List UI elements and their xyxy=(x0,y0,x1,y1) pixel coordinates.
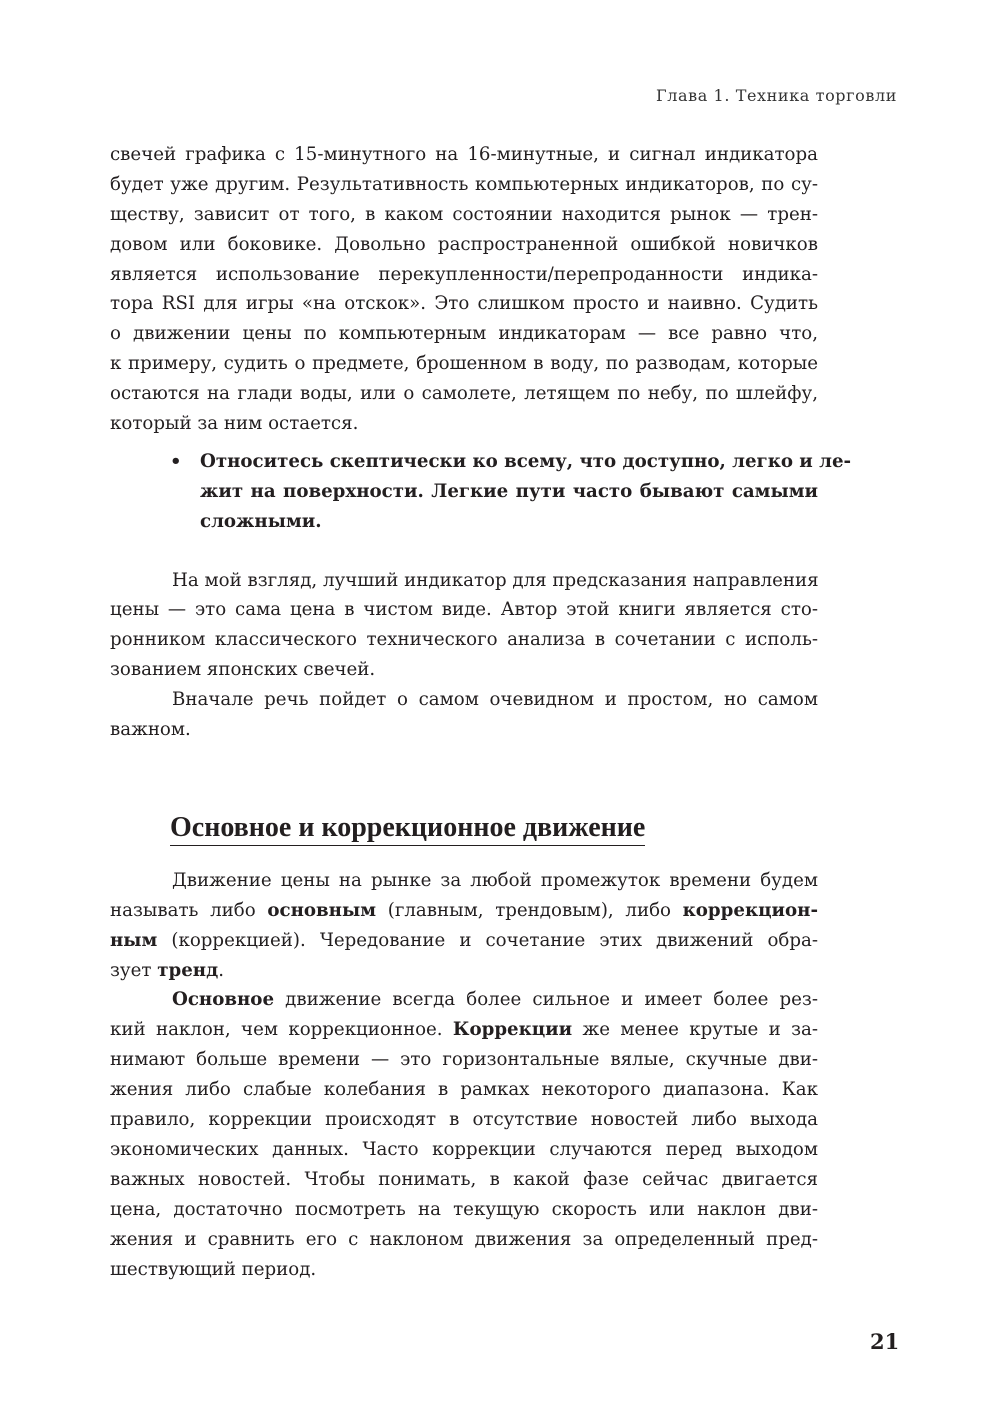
running-head: Глава 1. Техника торговли xyxy=(656,86,897,105)
text-run: экономических данных. Часто коррекции случаются перед выходом xyxy=(110,1138,818,1160)
text-run: жит на поверхности. Легкие пути часто бывают самыми xyxy=(200,480,818,502)
text-line xyxy=(110,200,818,230)
text-line xyxy=(110,866,818,896)
text-line xyxy=(110,985,818,1015)
text-line xyxy=(110,170,818,200)
paragraph xyxy=(110,866,818,986)
text-run: тора RSI для игры «на отскок». Это слишком просто и наивно. Судить xyxy=(110,293,818,315)
text-line xyxy=(200,477,818,507)
text-run: правило, коррекции происходят в отсутствие новостей либо выхода xyxy=(110,1109,818,1131)
text-line xyxy=(110,260,818,290)
text-run: шествующий период. xyxy=(110,1258,317,1280)
text-run: зует xyxy=(110,959,158,981)
text-run: нимают больше времени — это горизонтальные вялые, скучные дви- xyxy=(110,1049,818,1071)
text-run: называть либо xyxy=(110,899,268,921)
text-line xyxy=(110,685,818,715)
text-run: Относитесь скептически ко всему, что доступно, легко и ле- xyxy=(200,450,852,472)
text-line xyxy=(110,1165,818,1195)
text-line xyxy=(110,566,818,596)
text-line xyxy=(200,507,818,537)
text-line xyxy=(110,1075,818,1105)
bold-term: Основное xyxy=(172,989,275,1011)
text-run: является использование перекупленности/перепроданности индика- xyxy=(110,263,818,285)
bold-term: основным xyxy=(267,899,377,921)
text-line xyxy=(110,655,818,685)
text-line xyxy=(110,140,818,170)
text-run: кий наклон, чем коррекционное. xyxy=(110,1019,453,1041)
text-run: движение всегда более сильное и имеет более рез- xyxy=(274,989,818,1011)
text-line xyxy=(110,1255,818,1285)
text-line xyxy=(110,625,818,655)
text-line xyxy=(110,349,818,379)
bold-term: Коррекции xyxy=(452,1019,573,1041)
text-line xyxy=(110,1225,818,1255)
text-line xyxy=(110,1015,818,1045)
text-run: будет уже другим. Результативность компьютерных индикаторов, по су- xyxy=(110,173,818,195)
text-line xyxy=(110,1135,818,1165)
text-run: жения либо слабые колебания в рамках некоторого диапазона. Как xyxy=(110,1079,818,1101)
text-run: к примеру, судить о предмете, брошенном в воду, по разводам, которые xyxy=(110,353,818,375)
text-run: довом или боковике. Довольно распространенной ошибкой новичков xyxy=(110,233,818,255)
text-run: ществу, зависит от того, в каком состоянии находится рынок — трен- xyxy=(110,203,818,225)
text-run: На мой взгляд, лучший индикатор для предсказания направления xyxy=(172,569,819,591)
text-line xyxy=(110,1195,818,1225)
paragraph xyxy=(110,566,818,686)
text-line xyxy=(110,896,818,926)
text-run: остаются на глади воды, или о самолете, летящем по небу, по шлейфу, xyxy=(110,383,818,405)
text-run: о движении цены по компьютерным индикаторам — все равно что, xyxy=(110,323,818,345)
bold-term: тренд xyxy=(157,959,219,981)
page-body xyxy=(110,140,852,1284)
section-heading: Основное и коррекционное движение xyxy=(170,813,645,846)
text-run: важном. xyxy=(110,719,191,741)
text-run: свечей графика с 15-минутного на 16-минутные, и сигнал индикатора xyxy=(110,144,818,165)
text-line xyxy=(110,926,818,956)
text-run: зованием японских свечей. xyxy=(110,659,376,681)
text-run: Движение цены на рынке за любой промежуток времени будем xyxy=(172,869,818,891)
bold-term: ным xyxy=(110,929,158,951)
text-line xyxy=(110,1045,818,1075)
text-line xyxy=(110,379,818,409)
text-run: сложными. xyxy=(200,510,322,532)
text-run: (коррекцией). Чередование и сочетание этих движений обра- xyxy=(157,929,818,951)
text-run: . xyxy=(218,959,225,981)
bold-term: коррекцион- xyxy=(682,899,818,921)
text-line xyxy=(200,447,852,477)
text-run: же менее крутые и за- xyxy=(572,1019,818,1041)
text-run: ронником классического технического анализа в сочетании с исполь- xyxy=(110,629,818,651)
text-run: жения и сравнить его с наклоном движения за определенный пред- xyxy=(110,1228,818,1250)
page-number: 21 xyxy=(870,1329,900,1354)
text-line xyxy=(110,409,818,439)
text-run: (главным, трендовым), либо xyxy=(376,899,683,921)
text-line xyxy=(110,230,818,260)
bullet-icon: • xyxy=(170,450,182,472)
text-run: цена, достаточно посмотреть на текущую скорость или наклон дви- xyxy=(110,1198,818,1220)
text-line xyxy=(110,1105,818,1135)
text-line xyxy=(110,956,818,986)
text-line xyxy=(110,595,818,625)
text-line xyxy=(110,319,818,349)
text-run: важных новостей. Чтобы понимать, в какой фазе сейчас двигается xyxy=(110,1168,818,1190)
paragraph xyxy=(110,140,818,439)
text-line xyxy=(110,289,818,319)
bullet-item xyxy=(110,447,852,537)
text-run: который за ним остается. xyxy=(110,413,359,435)
paragraph xyxy=(110,985,818,1284)
text-run: Вначале речь пойдет о самом очевидном и простом, но самом xyxy=(172,689,818,711)
text-run: цены — это сама цена в чистом виде. Автор этой книги является сто- xyxy=(110,599,818,621)
text-line xyxy=(110,715,818,745)
paragraph-gap xyxy=(110,537,818,566)
paragraph xyxy=(110,685,818,745)
